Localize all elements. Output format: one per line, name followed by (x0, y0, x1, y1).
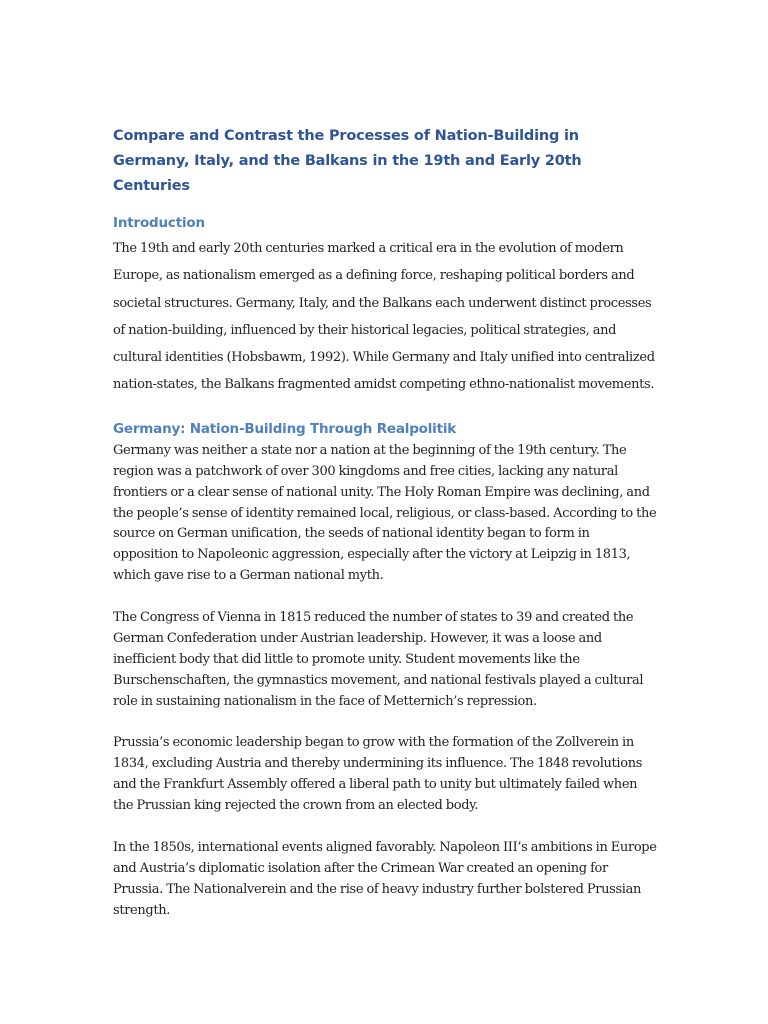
section-heading-introduction: Introduction (113, 215, 205, 231)
germany-paragraph-1: Germany was neither a state nor a nation at the beginning of the 19th century. The region was a patchwork of over 300 kingdoms and free cities, lacking any natural frontiers or a clear sense of national unity. The Holy Roman Empire was declining, and the people’s sense of identity remained local, religious, or class-based. According to the source on German unification, the seeds of national identity began to form in opposition to Napoleonic aggression, especially after the victory at Leipzig in 1813, which gave rise to a German national myth. (113, 442, 657, 584)
germany-paragraph-3: Prussia’s economic leadership began to grow with the formation of the Zollverein in 1834, excluding Austria and thereby undermining its influence. The 1848 revolutions and the Frankfurt Assembly offered a liberal path to unity but ultimately failed when the Prussian king rejected the crown from an elected body. (113, 735, 643, 814)
section-heading-germany: Germany: Nation-Building Through Realpolitik (113, 420, 457, 437)
document-body (113, 124, 658, 922)
germany-paragraph-4: In the 1850s, international events aligned favorably. Napoleon III’s ambitions in Europe and Austria’s diplomatic isolation after the Crimean War created an opening for Prussia. The Nationalverein and the rise of heavy industry further bolstered Prussian strength. (113, 839, 657, 918)
germany-paragraph-2: The Congress of Vienna in 1815 reduced the number of states to 39 and created the German Confederation under Austrian leadership. However, it was a loose and inefficient body that did little to promote unity. Student movements like the Burschenschaften, the gymnastics movement, and national festivals played a cultural role in sustaining nationalism in the face of Metternich’s repression. (113, 610, 644, 709)
introduction-paragraph: The 19th and early 20th centuries marked a critical era in the evolution of modern Europe, as nationalism emerged as a defining force, reshaping political borders and societal structures. Germany, Italy, and the Balkans each underwent distinct processes of nation-building, influenced by their historical legacies, political strategies, and cultural identities (Hobsbawm, 1992). While Germany and Italy unified into centralized nation-states, the Balkans fragmented amidst competing ethno-nationalist movements. (113, 241, 655, 393)
document-title: Compare and Contrast the Processes of Nation-Building in Germany, Italy, and the Balkans in the 19th and Early 20th Centuries (113, 128, 582, 194)
